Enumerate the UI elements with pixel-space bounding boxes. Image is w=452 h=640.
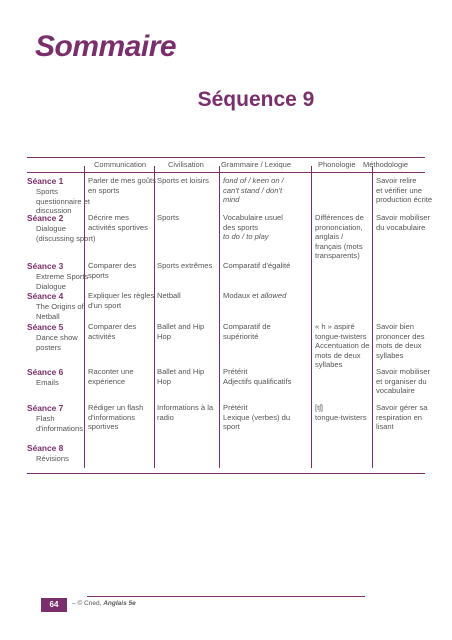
- table-cell-communication: activités sportives: [88, 222, 148, 232]
- book-title: Anglais 5e: [103, 600, 136, 607]
- copyright-icon: ©: [77, 600, 83, 607]
- column-header-communication: Communication: [94, 160, 147, 169]
- table-cell-phonologie: « h » aspiré: [315, 322, 355, 331]
- table-cell-methodologie: respiration en: [376, 412, 423, 422]
- column-header-civilisation: Civilisation: [168, 160, 204, 169]
- table-cell-phonologie: français (mots: [315, 241, 363, 251]
- table-cell-grammaire: supériorité: [223, 331, 259, 341]
- table-cell-grammaire: Adjectifs qualificatifs: [223, 376, 292, 386]
- table-cell-communication: en sports: [88, 185, 120, 195]
- seance-name: Séance 6: [27, 367, 64, 377]
- table-cell-methodologie: Savoir gérer sa: [376, 403, 428, 412]
- table-cell-grammaire: can't stand / don't: [223, 185, 283, 195]
- table-cell-grammaire: Prétérit: [223, 367, 248, 376]
- seance-subtitle: Dialogue: [36, 281, 66, 291]
- table-cell-civilisation: Netball: [157, 291, 181, 300]
- table-cell-civilisation: Sports extrêmes: [157, 261, 213, 270]
- table-cell-methodologie: et organiser du: [376, 376, 427, 386]
- seance-subtitle: Flash: [36, 414, 55, 423]
- seance-subtitle: Dance show: [36, 333, 78, 342]
- table-cell-phonologie: tongue-twisters: [315, 331, 367, 341]
- table-cell-methodologie: Savoir relire: [376, 176, 417, 185]
- table-cell-civilisation: Hop: [157, 331, 171, 341]
- table-cell-grammaire: mind: [223, 195, 240, 205]
- seance-subtitle: Révisions: [36, 454, 69, 463]
- copyright-line: [72, 600, 136, 607]
- publisher-name: Cned,: [84, 600, 102, 607]
- table-cell-civilisation: Sports: [157, 213, 179, 222]
- table-cell-methodologie: lisant: [376, 422, 394, 432]
- table-cell-civilisation: Informations à la: [157, 403, 214, 412]
- table-cell-phonologie: anglais /: [315, 232, 344, 242]
- table-cell-communication: expérience: [88, 376, 126, 386]
- table-cell-grammaire: Vocabulaire usuel: [223, 213, 283, 222]
- column-divider: [154, 166, 155, 468]
- table-cell-phonologie: [tʃ]: [315, 403, 324, 412]
- table-cell-civilisation: Hop: [157, 376, 171, 386]
- table-cell-communication: sportives: [88, 422, 119, 432]
- seance-subtitle: questionnaire et: [36, 196, 91, 206]
- page-footer: [27, 597, 425, 614]
- table-cell-grammaire: Prétérit: [223, 403, 248, 412]
- table-cell-communication: sports: [88, 270, 109, 280]
- table-cell-communication: Décrire mes: [88, 213, 129, 222]
- seance-subtitle: Emails: [36, 378, 59, 387]
- table-cell-phonologie: transparents): [315, 251, 360, 261]
- table-cell-methodologie: syllabes: [376, 350, 404, 360]
- table-cell-civilisation: Ballet and Hip: [157, 367, 205, 376]
- column-header-phonologie: Phonologie: [318, 160, 356, 169]
- table-cell-phonologie: Différences de: [315, 213, 364, 222]
- table-cell-phonologie: mots de deux: [315, 350, 361, 360]
- seance-name: Séance 4: [27, 291, 64, 301]
- table-cell-grammaire: fond of / keen on /: [223, 176, 284, 185]
- table-cell-civilisation: Ballet and Hip: [157, 322, 205, 331]
- sequence-title: Séquence 9: [197, 88, 315, 111]
- table-cell-methodologie: prononcer des: [376, 331, 425, 341]
- table-cell-methodologie: Savoir bien: [376, 322, 414, 331]
- table-bottom-rule: [27, 473, 425, 474]
- table-cell-methodologie: et vérifier une: [376, 185, 423, 195]
- header-top-rule: [27, 157, 425, 158]
- seance-subtitle: Sports: [36, 187, 58, 196]
- table-cell-communication: Comparer des: [88, 322, 137, 331]
- seance-subtitle: The Origins of: [36, 302, 84, 311]
- column-divider: [311, 166, 312, 468]
- table-cell-phonologie: prononciation,: [315, 222, 363, 232]
- table-cell-civilisation: radio: [157, 412, 174, 422]
- table-cell-methodologie: vocabulaire: [376, 386, 415, 396]
- table-cell-phonologie: Accentuation de: [315, 341, 370, 351]
- table-cell-communication: Expliquer les règles: [88, 291, 155, 300]
- seance-name: Séance 5: [27, 322, 64, 332]
- seance-subtitle: (discussing sport): [36, 233, 96, 243]
- table-cell-communication: d'un sport: [88, 300, 122, 310]
- table-cell-communication: Raconter une: [88, 367, 134, 376]
- seance-subtitle: Dialogue: [36, 224, 66, 233]
- table-cell-communication: Parler de mes goûts: [88, 176, 156, 185]
- seance-subtitle: Extreme Sports: [36, 272, 89, 281]
- table-cell-grammaire: sport: [223, 422, 240, 432]
- table-cell-grammaire: Modaux et allowed: [223, 291, 287, 300]
- table-cell-methodologie: mots de deux: [376, 341, 422, 351]
- seance-subtitle: d'informations: [36, 423, 84, 433]
- table-cell-methodologie: production écrite: [376, 195, 433, 205]
- table-cell-grammaire: Lexique (verbes) du: [223, 412, 291, 422]
- table-cell-communication: Rédiger un flash: [88, 403, 144, 412]
- table-cell-communication: d'informations: [88, 412, 136, 422]
- table-cell-civilisation: Sports et loisirs: [157, 176, 209, 185]
- seance-name: Séance 7: [27, 403, 64, 413]
- seance-subtitle: posters: [36, 342, 61, 352]
- table-cell-phonologie: syllabes: [315, 360, 343, 370]
- table-cell-grammaire: Comparatif d'égalité: [223, 261, 291, 270]
- page-title: Sommaire: [35, 30, 177, 63]
- table-cell-methodologie: Savoir mobiliser: [376, 213, 431, 222]
- column-divider: [219, 166, 220, 468]
- seance-name: Séance 3: [27, 261, 64, 271]
- seance-subtitle: Netball: [36, 311, 60, 321]
- table-cell-phonologie: tongue-twisters: [315, 412, 367, 422]
- table-cell-methodologie: Savoir mobiliser: [376, 367, 431, 376]
- header-bottom-rule: [27, 172, 425, 173]
- table-cell-grammaire: des sports: [223, 222, 259, 232]
- seance-name: Séance 1: [27, 176, 64, 186]
- table-cell-grammaire: to do / to play: [223, 232, 269, 242]
- footer-rule: [87, 596, 365, 597]
- table-cell-communication: activités: [88, 331, 116, 341]
- table-cell-communication: Comparer des: [88, 261, 137, 270]
- column-divider: [372, 166, 373, 468]
- page-number: 64: [41, 598, 67, 612]
- seance-name: Séance 8: [27, 443, 64, 453]
- table-cell-methodologie: du vocabulaire: [376, 222, 426, 232]
- column-header-grammaire: Grammaire / Lexique: [221, 160, 292, 169]
- seance-subtitle: discussion: [36, 206, 72, 216]
- seance-name: Séance 2: [27, 213, 64, 223]
- column-divider: [84, 166, 85, 468]
- table-cell-grammaire: Comparatif de: [223, 322, 271, 331]
- column-header-methodologie: Méthodologie: [363, 160, 409, 169]
- footer-dash: –: [72, 600, 76, 607]
